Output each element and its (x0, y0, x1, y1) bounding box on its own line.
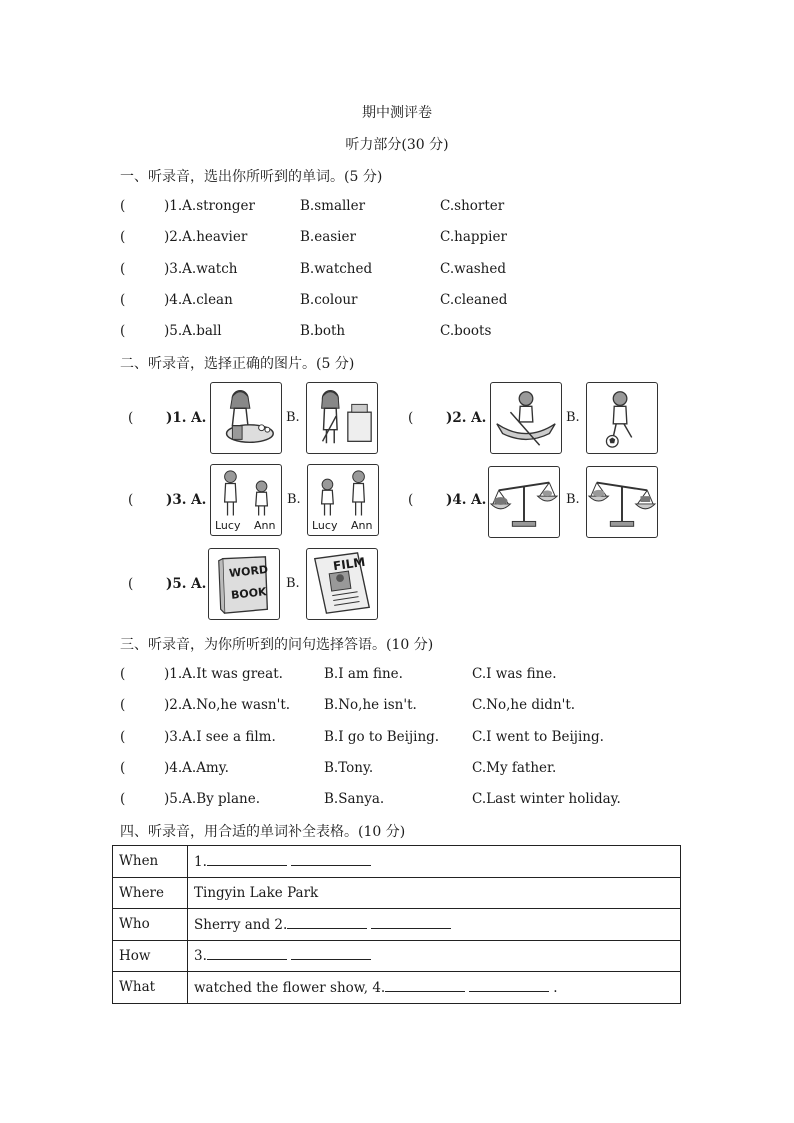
option-c: C.shorter (440, 198, 505, 214)
section3-heading: 三、听录音，为你所听到的问句选择答语。(10 分) (120, 637, 434, 653)
option-c: C.Last winter holiday. (472, 791, 621, 808)
answer-paren[interactable]: ( (120, 697, 126, 714)
answer-paren[interactable]: ( (120, 791, 126, 808)
option-c: C.I was fine. (472, 666, 557, 682)
option-c: C.boots (440, 323, 492, 340)
option-c: C.My father. (472, 759, 557, 776)
girl-sweeping-floor-icon (307, 383, 377, 453)
q2-option-b-picture[interactable] (586, 382, 658, 454)
table-row (113, 940, 681, 972)
fill-in-table (112, 845, 681, 1004)
option-c: C.happier (440, 229, 507, 246)
boy-playing-football-icon (587, 383, 657, 453)
q4-label: )4. A. (446, 492, 487, 508)
q5-option-a-picture[interactable] (208, 548, 280, 620)
option-c: C.I went to Beijing. (472, 728, 604, 745)
q5-paren: ( (128, 576, 134, 592)
answer-paren[interactable]: ( (120, 666, 126, 682)
q4-b-label: B. (566, 492, 580, 507)
table-row (113, 972, 681, 1004)
row-end: . (553, 979, 558, 996)
q3-b-name-ann: Ann (351, 519, 373, 532)
row-value (188, 909, 681, 941)
q5-option-b-picture[interactable] (306, 548, 378, 620)
answer-paren[interactable]: ( (120, 759, 126, 776)
row-text: Sherry and 2. (194, 916, 288, 933)
q1-paren: ( (128, 410, 134, 426)
q2-option-a-picture[interactable] (490, 382, 562, 454)
answer-blank[interactable] (287, 916, 367, 929)
option-a: )3.A.I see a film. (164, 728, 276, 745)
option-b: B.I am fine. (324, 666, 403, 682)
table-row (113, 909, 681, 941)
answer-blank[interactable] (291, 947, 371, 960)
q4-paren: ( (408, 492, 414, 508)
row-key: Where (113, 877, 188, 909)
row-value (188, 940, 681, 972)
q3-label: )3. A. (166, 492, 207, 508)
option-a: )4.A.clean (164, 291, 233, 308)
option-b: B.I go to Beijing. (324, 728, 440, 745)
option-b: B.smaller (300, 198, 366, 214)
book-word-text: WORD (228, 562, 269, 581)
section2-heading: 二、听录音，选择正确的图片。(5 分) (120, 356, 355, 372)
table-row (113, 846, 681, 878)
answer-paren[interactable]: ( (120, 728, 126, 745)
q4-option-b-picture[interactable] (586, 466, 658, 538)
option-b: B.Tony. (324, 759, 374, 776)
option-c: C.washed (440, 260, 506, 277)
scale-right-heavy-icon (587, 467, 657, 537)
row-value (188, 877, 681, 909)
answer-blank[interactable] (207, 947, 287, 960)
q4-option-a-picture[interactable] (488, 466, 560, 538)
q3-b-label: B. (287, 492, 301, 507)
q5-label: )5. A. (166, 576, 207, 592)
answer-paren[interactable]: ( (120, 229, 126, 246)
row-text: 3. (194, 948, 207, 965)
q2-label: )2. A. (446, 410, 487, 426)
answer-paren[interactable]: ( (120, 260, 126, 277)
scale-left-heavy-icon (489, 467, 559, 537)
row-value (188, 972, 681, 1004)
q3-paren: ( (128, 492, 134, 508)
answer-blank[interactable] (291, 853, 371, 866)
page-subtitle: 听力部分(30 分) (345, 137, 449, 153)
option-c: C.cleaned (440, 291, 508, 308)
q3-a-name-ann: Ann (254, 519, 276, 532)
q1-option-a-picture[interactable] (210, 382, 282, 454)
answer-paren[interactable]: ( (120, 291, 126, 308)
option-b: B.colour (300, 291, 358, 308)
answer-paren[interactable]: ( (120, 323, 126, 340)
q2-b-label: B. (566, 410, 580, 425)
q2-paren: ( (408, 410, 414, 426)
answer-blank[interactable] (385, 979, 465, 992)
answer-blank[interactable] (207, 853, 287, 866)
q1-b-label: B. (286, 410, 300, 425)
option-c: C.No,he didn't. (472, 697, 576, 714)
option-a: )5.A.By plane. (164, 791, 261, 808)
q3-a-name-lucy: Lucy (215, 519, 241, 532)
row-key: What (113, 972, 188, 1004)
row-key: When (113, 846, 188, 878)
book-book-text: BOOK (230, 585, 268, 602)
q3-option-b-picture[interactable] (307, 464, 379, 536)
q5-b-label: B. (286, 576, 300, 591)
table-row (113, 877, 681, 909)
section1-heading: 一、听录音，选出你所听到的单词。(5 分) (120, 169, 383, 185)
section4-heading: 四、听录音，用合适的单词补全表格。(10 分) (120, 824, 406, 840)
option-b: B.easier (300, 229, 356, 246)
option-a: )2.A.No,he wasn't. (164, 697, 291, 714)
row-text: 1. (194, 853, 207, 870)
answer-blank[interactable] (371, 916, 451, 929)
option-b: B.watched (300, 260, 373, 277)
q3-b-name-lucy: Lucy (312, 519, 338, 532)
q1-label: )1. A. (166, 410, 207, 426)
girl-washing-clothes-icon (211, 383, 281, 453)
option-a: )1.A.stronger (164, 198, 255, 214)
row-key: How (113, 940, 188, 972)
option-b: B.both (300, 323, 346, 340)
row-text: Tingyin Lake Park (194, 884, 319, 901)
q1-option-b-picture[interactable] (306, 382, 378, 454)
option-a: )5.A.ball (164, 323, 222, 340)
option-b: B.Sanya. (324, 791, 385, 808)
row-key: Who (113, 909, 188, 941)
page-title: 期中测评卷 (362, 105, 432, 121)
answer-paren[interactable]: ( (120, 198, 126, 214)
boy-rowing-boat-icon (491, 383, 561, 453)
option-b: B.No,he isn't. (324, 697, 417, 714)
word-book-icon (209, 549, 279, 619)
row-value (188, 846, 681, 878)
option-a: )3.A.watch (164, 260, 238, 277)
answer-blank[interactable] (469, 979, 549, 992)
film-text: FILM (332, 554, 367, 574)
option-a: )4.A.Amy. (164, 759, 229, 776)
q3-option-a-picture[interactable] (210, 464, 282, 536)
option-a: )1.A.It was great. (164, 666, 283, 682)
option-a: )2.A.heavier (164, 229, 248, 246)
row-text: watched the flower show, 4. (194, 979, 386, 996)
